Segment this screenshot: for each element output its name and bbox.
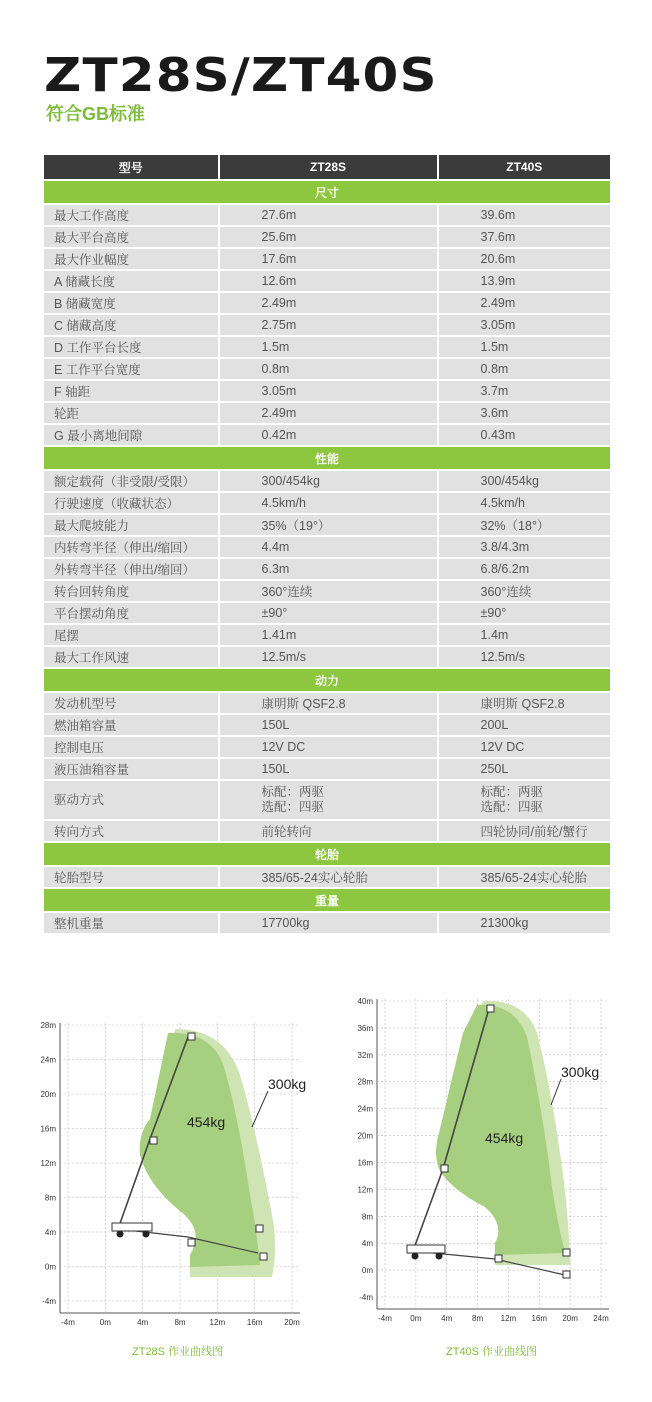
spec-label: 最大作业幅度 <box>44 249 218 269</box>
working-range-charts <box>0 985 652 1402</box>
y-tick-label: 8m <box>44 1193 56 1203</box>
table-row <box>44 249 610 269</box>
table-row <box>44 715 610 735</box>
spec-label: 转台回转角度 <box>44 581 218 601</box>
spec-label: 控制电压 <box>44 737 218 757</box>
zt28s-value: 标配：两驱 选配：四驱 <box>218 781 437 819</box>
table-row <box>44 759 610 779</box>
x-tick-label: 8m <box>174 1318 186 1327</box>
table-row <box>44 625 610 645</box>
y-tick-label: 0m <box>361 1266 373 1276</box>
spec-label: 内转弯半径（伸出/缩回） <box>44 537 218 557</box>
table-row <box>44 867 610 887</box>
section-title: 动力 <box>44 669 610 691</box>
y-tick-label: 16m <box>357 1158 373 1168</box>
x-tick-label: 12m <box>209 1318 226 1327</box>
zt40s-value: 37.6m <box>437 227 610 247</box>
spec-label: 外转弯半径（伸出/缩回） <box>44 559 218 579</box>
y-tick-label: 20m <box>40 1090 56 1099</box>
section-title: 轮胎 <box>44 843 610 865</box>
zt28s-value: 1.5m <box>218 337 437 357</box>
section-title: 重量 <box>44 889 610 911</box>
spec-label: 驱动方式 <box>44 781 218 819</box>
x-tick-label: 0m <box>410 1314 422 1323</box>
section-header-row <box>44 447 610 469</box>
table-row <box>44 493 610 513</box>
zt40s-value: 3.05m <box>437 315 610 335</box>
inner-load-label: 454kg <box>187 1114 226 1130</box>
x-tick-label: 4m <box>441 1314 453 1323</box>
y-tick-label: 8m <box>361 1212 373 1222</box>
section-header-row <box>44 889 610 911</box>
table-row <box>44 425 610 445</box>
table-row <box>44 271 610 291</box>
platform-basket <box>150 1137 157 1144</box>
spec-label: 轮胎型号 <box>44 867 218 887</box>
section-title: 性能 <box>44 447 610 469</box>
y-tick-label: 40m <box>357 997 373 1006</box>
platform-basket <box>188 1033 195 1040</box>
y-tick-label: -4m <box>42 1297 56 1306</box>
table-row <box>44 537 610 557</box>
zt40s-value: 360°连续 <box>437 581 610 601</box>
zt28s-value: 27.6m <box>218 205 437 225</box>
spec-label: F 轴距 <box>44 381 218 401</box>
section-header-row <box>44 843 610 865</box>
spec-label: G 最小离地间隙 <box>44 425 218 445</box>
vehicle-wheel <box>143 1231 150 1238</box>
zt40s-value: 3.7m <box>437 381 610 401</box>
page-subtitle: 符合GB标准 <box>46 104 145 124</box>
section-title: 尺寸 <box>44 181 610 203</box>
zt28s-value: 0.42m <box>218 425 437 445</box>
platform-basket <box>256 1225 263 1232</box>
platform-basket <box>487 1005 494 1012</box>
table-row <box>44 581 610 601</box>
zt28s-value: 4.4m <box>218 537 437 557</box>
zt28s-value: 300/454kg <box>218 471 437 491</box>
zt40s-value: 1.4m <box>437 625 610 645</box>
platform-basket <box>260 1253 267 1260</box>
zt28s-value: 4.5km/h <box>218 493 437 513</box>
y-tick-label: 24m <box>357 1104 373 1114</box>
zt40s-value: 39.6m <box>437 205 610 225</box>
platform-basket <box>441 1165 448 1172</box>
table-row <box>44 227 610 247</box>
y-tick-label: 4m <box>361 1239 373 1249</box>
spec-label: D 工作平台长度 <box>44 337 218 357</box>
table-row <box>44 515 610 535</box>
table-row <box>44 781 610 819</box>
x-tick-label: 0m <box>99 1318 111 1327</box>
table-row <box>44 913 610 933</box>
x-tick-label: 12m <box>500 1314 517 1323</box>
y-tick-label: 12m <box>357 1185 373 1195</box>
x-tick-label: 8m <box>472 1314 484 1323</box>
zt28s-working-range-chart <box>40 1015 310 1345</box>
spec-label: 行驶速度（收藏状态） <box>44 493 218 513</box>
zt28s-value: 6.3m <box>218 559 437 579</box>
spec-label: 额定载荷（非受限/受限） <box>44 471 218 491</box>
zt28s-value: ±90° <box>218 603 437 623</box>
table-row <box>44 337 610 357</box>
zt40s-value: 1.5m <box>437 337 610 357</box>
zt28s-value: 3.05m <box>218 381 437 401</box>
zt40s-value: 四轮协同/前轮/蟹行 <box>437 821 610 841</box>
spec-label: C 储藏高度 <box>44 315 218 335</box>
spec-label: 平台摆动角度 <box>44 603 218 623</box>
spec-label: 最大爬坡能力 <box>44 515 218 535</box>
x-tick-label: 16m <box>531 1314 548 1323</box>
zt40s-value: 康明斯 QSF2.8 <box>437 693 610 713</box>
y-tick-label: -4m <box>359 1293 373 1302</box>
x-tick-label: 20m <box>562 1314 578 1323</box>
section-header-row <box>44 181 610 203</box>
table-row <box>44 471 610 491</box>
zt40s-value: 4.5km/h <box>437 493 610 513</box>
y-tick-label: 24m <box>40 1055 56 1065</box>
zt40s-value: 13.9m <box>437 271 610 291</box>
x-tick-label: 4m <box>137 1318 149 1327</box>
zt28s-value: 前轮转向 <box>218 821 437 841</box>
vehicle-body <box>407 1245 445 1253</box>
zt40s-value: 200L <box>437 715 610 735</box>
section-header-row <box>44 669 610 691</box>
table-row <box>44 693 610 713</box>
x-tick-label: 16m <box>246 1318 263 1327</box>
zt28s-value: 385/65-24实心轮胎 <box>218 867 437 887</box>
table-row <box>44 381 610 401</box>
zt28s-chart-caption: ZT28S 作业曲线图 <box>132 1346 224 1358</box>
zt28s-value: 1.41m <box>218 625 437 645</box>
spec-label: 尾摆 <box>44 625 218 645</box>
platform-basket <box>188 1239 195 1246</box>
zt28s-value: 0.8m <box>218 359 437 379</box>
zt28s-value: 360°连续 <box>218 581 437 601</box>
y-tick-label: 32m <box>357 1050 373 1060</box>
zt40s-value: 20.6m <box>437 249 610 269</box>
spec-label: 发动机型号 <box>44 693 218 713</box>
y-tick-label: 16m <box>40 1124 56 1134</box>
zt28s-value: 12V DC <box>218 737 437 757</box>
platform-basket <box>563 1249 570 1256</box>
zt40s-chart-caption: ZT40S 作业曲线图 <box>446 1346 538 1358</box>
zt28s-value: 2.49m <box>218 293 437 313</box>
platform-basket <box>495 1255 502 1262</box>
table-header-row <box>44 155 610 179</box>
zt40s-value: 0.8m <box>437 359 610 379</box>
zt40s-value: 12.5m/s <box>437 647 610 667</box>
spec-table <box>44 153 610 935</box>
zt28s-value: 150L <box>218 759 437 779</box>
spec-label: 最大工作风速 <box>44 647 218 667</box>
zt28s-value: 康明斯 QSF2.8 <box>218 693 437 713</box>
y-tick-label: 36m <box>357 1023 373 1033</box>
zt40s-value: 300/454kg <box>437 471 610 491</box>
vehicle-wheel <box>412 1253 419 1260</box>
y-tick-label: 4m <box>44 1228 56 1237</box>
spec-label: 燃油箱容量 <box>44 715 218 735</box>
zt40s-value: 3.8/4.3m <box>437 537 610 557</box>
x-tick-label: 20m <box>284 1318 300 1327</box>
outer-load-label: 300kg <box>268 1076 307 1092</box>
table-row <box>44 603 610 623</box>
spec-label: 最大工作高度 <box>44 205 218 225</box>
zt40s-value: ±90° <box>437 603 610 623</box>
zt28s-value: 12.5m/s <box>218 647 437 667</box>
x-tick-label: 24m <box>593 1314 609 1323</box>
x-tick-label: -4m <box>61 1318 75 1327</box>
zt40s-value: 标配：两驱 选配：四驱 <box>437 781 610 819</box>
x-tick-label: -4m <box>378 1314 392 1323</box>
platform-basket <box>563 1271 570 1278</box>
vehicle-body <box>112 1223 152 1231</box>
table-row <box>44 821 610 841</box>
spec-label: B 储藏宽度 <box>44 293 218 313</box>
header-zt40s: ZT40S <box>437 155 610 179</box>
zt28s-value: 150L <box>218 715 437 735</box>
zt28s-value: 17.6m <box>218 249 437 269</box>
table-row <box>44 315 610 335</box>
spec-label: 整机重量 <box>44 913 218 933</box>
zt40s-value: 32%（18°） <box>437 515 610 535</box>
table-row <box>44 359 610 379</box>
zt28s-value: 12.6m <box>218 271 437 291</box>
zt40s-value: 21300kg <box>437 913 610 933</box>
inner-load-label: 454kg <box>485 1130 524 1146</box>
spec-label: 最大平台高度 <box>44 227 218 247</box>
y-tick-label: 28m <box>40 1021 56 1030</box>
zt40s-value: 3.6m <box>437 403 610 423</box>
zt28s-value: 2.75m <box>218 315 437 335</box>
table-row <box>44 737 610 757</box>
zt40s-value: 385/65-24实心轮胎 <box>437 867 610 887</box>
table-row <box>44 293 610 313</box>
zt40s-value: 6.8/6.2m <box>437 559 610 579</box>
label-leader-line <box>551 1079 561 1105</box>
zt28s-value: 35%（19°） <box>218 515 437 535</box>
zt40s-value: 250L <box>437 759 610 779</box>
vehicle-wheel <box>436 1253 443 1260</box>
zt40s-value: 2.49m <box>437 293 610 313</box>
zt40s-value: 0.43m <box>437 425 610 445</box>
y-tick-label: 12m <box>40 1159 56 1168</box>
y-tick-label: 0m <box>44 1262 56 1272</box>
page-title: ZT28S/ZT40S <box>44 48 438 102</box>
spec-label: 转向方式 <box>44 821 218 841</box>
table-row <box>44 403 610 423</box>
table-row <box>44 205 610 225</box>
table-row <box>44 559 610 579</box>
table-row <box>44 647 610 667</box>
zt40s-working-range-chart <box>355 993 615 1338</box>
y-tick-label: 28m <box>357 1077 373 1087</box>
spec-table-body <box>44 181 610 933</box>
zt28s-value: 25.6m <box>218 227 437 247</box>
y-tick-label: 20m <box>357 1131 373 1141</box>
zt28s-value: 17700kg <box>218 913 437 933</box>
spec-label: E 工作平台宽度 <box>44 359 218 379</box>
zt40s-value: 12V DC <box>437 737 610 757</box>
spec-label: 轮距 <box>44 403 218 423</box>
outer-load-label: 300kg <box>561 1064 600 1080</box>
spec-label: 液压油箱容量 <box>44 759 218 779</box>
vehicle-wheel <box>117 1231 124 1238</box>
zt28s-value: 2.49m <box>218 403 437 423</box>
header-model: 型号 <box>44 155 218 179</box>
spec-label: A 储藏长度 <box>44 271 218 291</box>
header-zt28s: ZT28S <box>218 155 437 179</box>
